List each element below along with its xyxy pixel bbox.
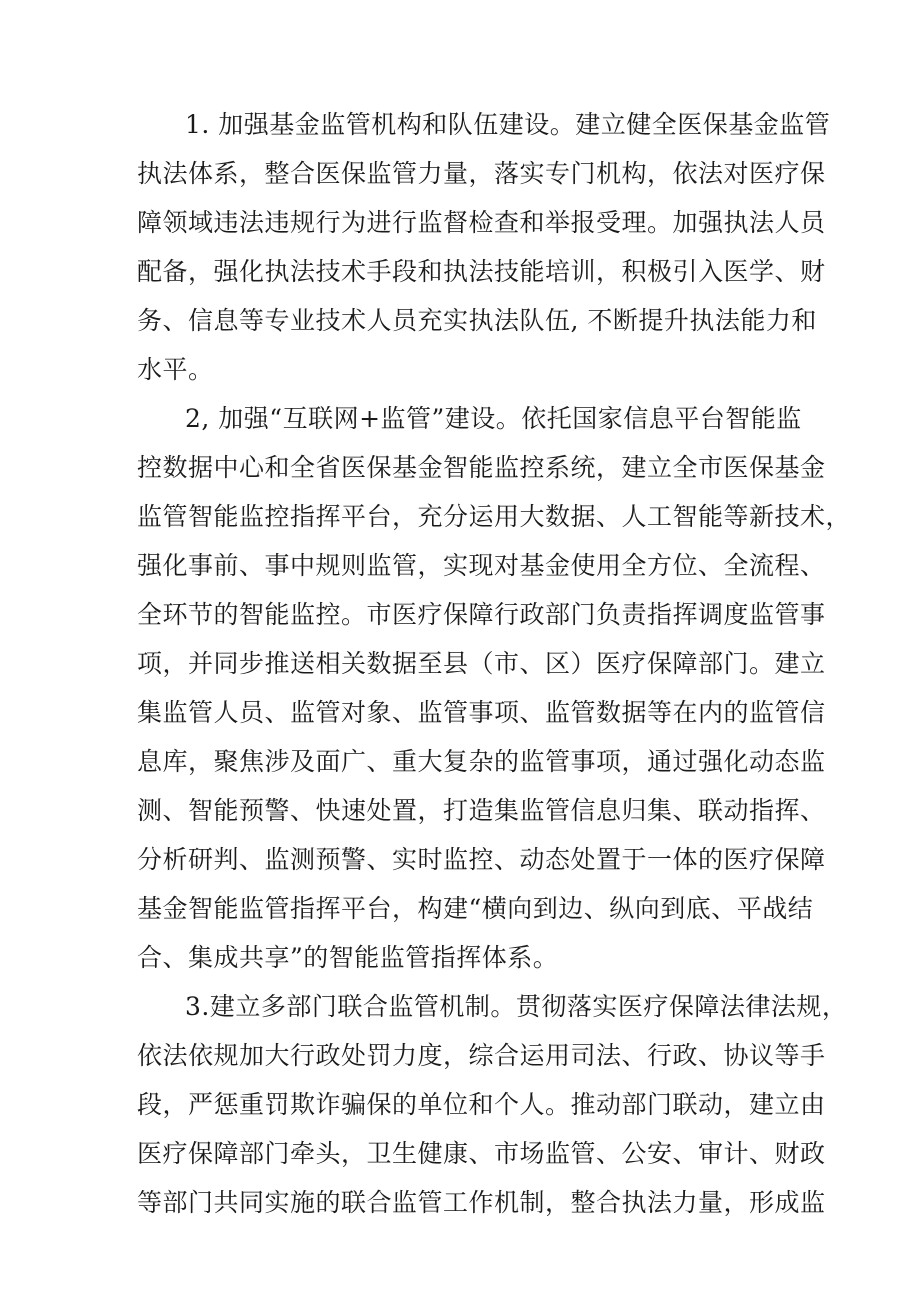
paragraph-3 bbox=[137, 982, 848, 1227]
paragraph-line: 执法体系，整合医保监管力量，落实专门机构，依法对医疗保 bbox=[137, 159, 826, 188]
paragraph-line: 集监管人员、监管对象、监管事项、监管数据等在内的监管信 bbox=[137, 698, 826, 727]
paragraph-line: 段，严惩重罚欺诈骗保的单位和个人。推动部门联动，建立由 bbox=[137, 1090, 826, 1119]
paragraph-line: 基金智能监管指挥平台，构建“横向到边、纵向到底、平战结 bbox=[137, 894, 814, 923]
paragraph-line: 项，并同步推送相关数据至县（市、区）医疗保障部门。建立 bbox=[137, 649, 826, 678]
paragraph-line: 配备，强化执法技术手段和执法技能培训，积极引入医学、财 bbox=[137, 257, 826, 286]
paragraph-line: 1. 加强基金监管机构和队伍建设。建立健全医保基金监管 bbox=[185, 110, 831, 139]
paragraph-line: 障领域违法违规行为进行监督检查和举报受理。加强执法人员 bbox=[137, 208, 826, 237]
paragraph-line: 测、智能预警、快速处置，打造集监管信息归集、联动指挥、 bbox=[137, 796, 826, 825]
paragraph-line: 水平。 bbox=[137, 355, 214, 384]
paragraph-line: 3.建立多部门联合监管机制。贯彻落实医疗保障法律法规， bbox=[185, 992, 848, 1021]
paragraph-line: 强化事前、事中规则监管，实现对基金使用全方位、全流程、 bbox=[137, 551, 826, 580]
paragraph-line: 务、信息等专业技术人员充实执法队伍, 不断提升执法能力和 bbox=[137, 306, 817, 335]
paragraph-line: 合、集成共享”的智能监管指挥体系。 bbox=[137, 943, 559, 972]
paragraph-line: 监管智能监控指挥平台，充分运用大数据、人工智能等新技术， bbox=[137, 502, 852, 531]
paragraph-line: 分析研判、监测预警、实时监控、动态处置于一体的医疗保障 bbox=[137, 845, 826, 874]
paragraph-line: 医疗保障部门牵头，卫生健康、市场监管、公安、审计、财政 bbox=[137, 1139, 826, 1168]
paragraph-1 bbox=[137, 100, 831, 394]
paragraph-line: 控数据中心和全省医保基金智能监控系统，建立全市医保基金 bbox=[137, 453, 826, 482]
paragraph-2 bbox=[137, 394, 852, 982]
paragraph-line: 2, 加强“互联网+监管”建设。依托国家信息平台智能监 bbox=[185, 404, 802, 433]
paragraph-line: 等部门共同实施的联合监管工作机制，整合执法力量，形成监 bbox=[137, 1188, 826, 1217]
paragraph-line: 全环节的智能监控。市医疗保障行政部门负责指挥调度监管事 bbox=[137, 600, 826, 629]
paragraph-line: 依法依规加大行政处罚力度，综合运用司法、行政、协议等手 bbox=[137, 1041, 826, 1070]
document-body bbox=[137, 100, 852, 1227]
paragraph-line: 息库，聚焦涉及面广、重大复杂的监管事项，通过强化动态监 bbox=[137, 747, 826, 776]
